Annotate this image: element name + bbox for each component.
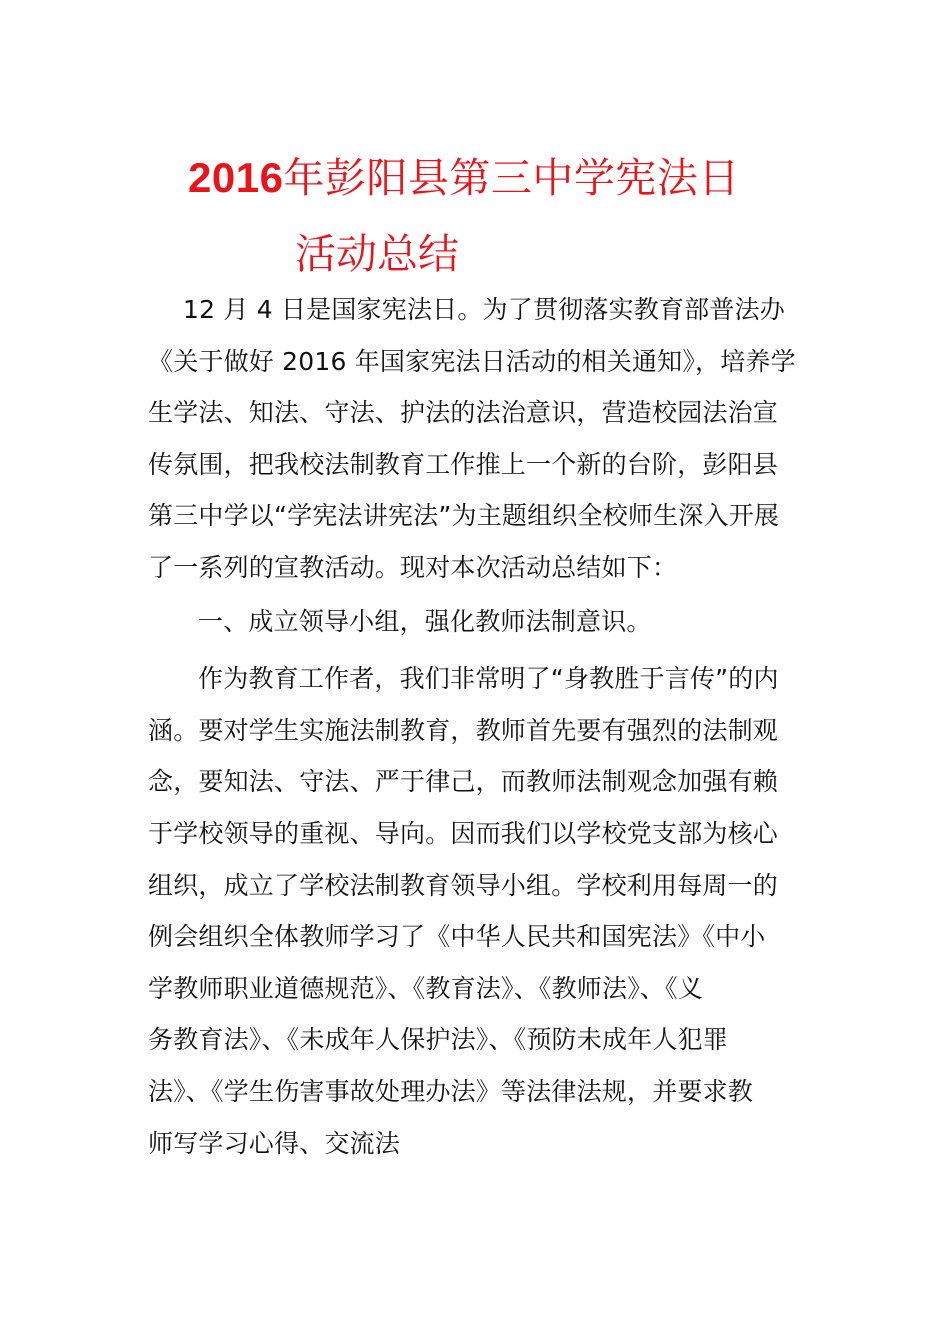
paragraph-1-line-4: 传氛围，把我校法制教育工作推上一个新的台阶，彭阳县 <box>148 449 779 479</box>
title-year: 2016 <box>188 154 284 201</box>
paragraph-2-line-9: 法》、《学生伤害事故处理办法》等法律法规，并要求教 <box>148 1076 754 1106</box>
paragraph-2-line-7: 学教师职业道德规范》、《教育法》、《教师法》、《义 <box>148 973 704 1003</box>
title-line-1-text: 年彭阳县第三中学宪法日 <box>283 154 740 202</box>
paragraph-1-line-5: 第三中学以“学宪法讲宪法”为主题组织全校师生深入开展 <box>148 501 780 531</box>
paragraph-1-line-6: 了一系列的宣教活动。现对本次活动总结如下： <box>148 552 678 582</box>
paragraph-2-line-5: 组织，成立了学校法制教育领导小组。学校利用每周一的 <box>148 870 779 900</box>
paragraph-1-line-2: 《关于做好 2016 年国家宪法日活动的相关通知》，培养学 <box>148 346 796 376</box>
paragraph-2-line-10: 师写学习心得、交流法 <box>148 1128 401 1158</box>
title-line-1 <box>0 140 950 216</box>
paragraph-2-line-1: 作为教育工作者，我们非常明了“身教胜于言传”的内 <box>198 664 779 694</box>
document-body <box>148 284 808 1169</box>
paragraph-2-line-3: 念，要知法、守法、严于律己，而教师法制观念加强有赖 <box>148 767 779 797</box>
paragraph-1-line-1: 12 月 4 日是国家宪法日。为了贯彻落实教育部普法办 <box>183 295 785 324</box>
document-title <box>0 140 950 292</box>
paragraph-2-line-4: 于学校领导的重视、导向。因而我们以学校党支部为核心 <box>148 818 779 848</box>
paragraph-2-line-2: 涵。要对学生实施法制教育，教师首先要有强烈的法制观 <box>148 715 779 745</box>
paragraph-1-line-3: 生学法、知法、守法、护法的法治意识，营造校园法治宣 <box>148 398 779 428</box>
paragraph-2-line-6: 例会组织全体教师学习了《中华人民共和国宪法》《中小 <box>148 922 766 952</box>
section-heading-1: 一、成立领导小组，强化教师法制意识。 <box>198 606 652 636</box>
title-line-2: 活动总结 <box>295 230 459 278</box>
paragraph-2-line-8: 务教育法》、《未成年人保护法》、《预防未成年人犯罪 <box>148 1025 729 1055</box>
